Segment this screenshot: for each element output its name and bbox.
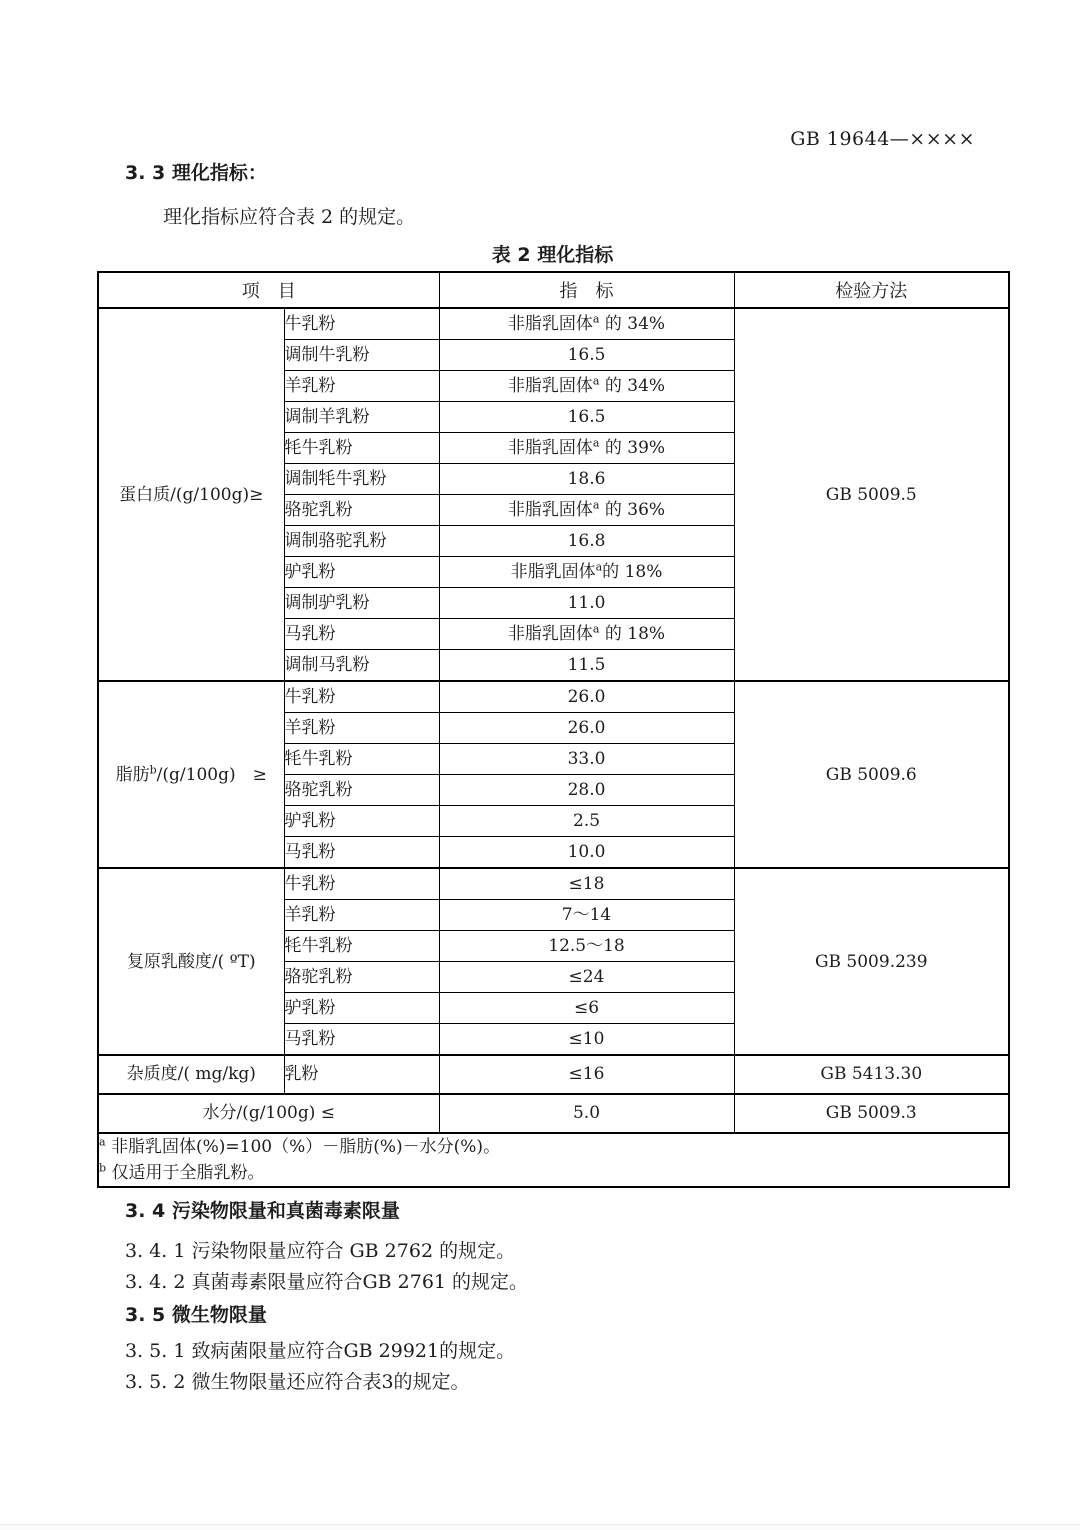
table-row bbox=[98, 1055, 1009, 1094]
item-cell: 驴乳粉 bbox=[284, 993, 439, 1024]
table-2-physicochemical-indicators bbox=[97, 271, 1010, 1188]
page-bottom-edge bbox=[0, 1524, 1080, 1530]
value-cell: 33.0 bbox=[439, 744, 734, 775]
item-cell: 调制牦牛乳粉 bbox=[284, 464, 439, 495]
table-row bbox=[98, 868, 1009, 900]
item-cell: 牛乳粉 bbox=[284, 868, 439, 900]
section-item: 3. 5. 2 微生物限量还应符合表3的规定。 bbox=[125, 1371, 470, 1393]
value-cell: 非脂乳固体$^a$ 的 18% bbox=[439, 619, 734, 650]
item-cell: 调制牛乳粉 bbox=[284, 340, 439, 371]
method-cell: GB 5009.3 bbox=[734, 1094, 1009, 1133]
value-cell: 16.8 bbox=[439, 526, 734, 557]
item-cell: 骆驼乳粉 bbox=[284, 495, 439, 526]
table-header-row bbox=[98, 272, 1009, 308]
section-item: 3. 4. 1 污染物限量应符合 GB 2762 的规定。 bbox=[125, 1240, 516, 1262]
footnote-line-b: $^b$ 仅适用于全脂乳粉。 bbox=[99, 1161, 265, 1183]
value-cell: ≤10 bbox=[439, 1024, 734, 1056]
value-cell: ≤24 bbox=[439, 962, 734, 993]
item-cell: 调制驴乳粉 bbox=[284, 588, 439, 619]
item-cell: 马乳粉 bbox=[284, 1024, 439, 1056]
value-cell: 16.5 bbox=[439, 402, 734, 433]
column-header-item: 项 目 bbox=[98, 272, 439, 308]
value-cell: 26.0 bbox=[439, 713, 734, 744]
footnote-line-a: $^a$ 非脂乳固体(%)=100（%）－脂肪(%)－水分(%)。 bbox=[99, 1135, 501, 1157]
item-cell: 调制骆驼乳粉 bbox=[284, 526, 439, 557]
group-label-cell: 水分/(g/100g) ≤ bbox=[98, 1094, 439, 1133]
value-cell: 5.0 bbox=[439, 1094, 734, 1133]
value-cell: 非脂乳固体$^a$ 的 34% bbox=[439, 371, 734, 402]
item-cell: 牦牛乳粉 bbox=[284, 433, 439, 464]
value-cell: 非脂乳固体$^a$ 的 34% bbox=[439, 308, 734, 340]
item-cell: 牦牛乳粉 bbox=[284, 744, 439, 775]
column-header-indicator: 指 标 bbox=[439, 272, 734, 308]
table-row bbox=[98, 308, 1009, 340]
footnote-cell bbox=[98, 1133, 1009, 1187]
group-label-cell: 杂质度/( mg/kg) bbox=[98, 1055, 284, 1094]
value-cell: 非脂乳固体$^a$ 的 39% bbox=[439, 433, 734, 464]
item-cell: 牛乳粉 bbox=[284, 681, 439, 713]
value-cell: 18.6 bbox=[439, 464, 734, 495]
column-header-method: 检验方法 bbox=[734, 272, 1009, 308]
item-cell: 驴乳粉 bbox=[284, 557, 439, 588]
method-cell: GB 5413.30 bbox=[734, 1055, 1009, 1094]
item-cell: 马乳粉 bbox=[284, 837, 439, 869]
value-cell: 16.5 bbox=[439, 340, 734, 371]
value-cell: 非脂乳固体$^a$ 的 36% bbox=[439, 495, 734, 526]
section-3-3-paragraph: 理化指标应符合表 2 的规定。 bbox=[163, 206, 416, 228]
doc-number: GB 19644—×××× bbox=[790, 128, 975, 150]
value-cell: 11.0 bbox=[439, 588, 734, 619]
method-cell: GB 5009.239 bbox=[734, 868, 1009, 1055]
value-cell: 2.5 bbox=[439, 806, 734, 837]
value-cell: 7～14 bbox=[439, 900, 734, 931]
section-item: 3. 4. 2 真菌毒素限量应符合GB 2761 的规定。 bbox=[125, 1271, 529, 1293]
method-cell: GB 5009.5 bbox=[734, 308, 1009, 681]
group-label-cell: 复原乳酸度/( ºT) bbox=[98, 868, 284, 1055]
section-heading: 3. 5 微生物限量 bbox=[125, 1304, 267, 1326]
value-cell: ≤18 bbox=[439, 868, 734, 900]
value-cell: 12.5～18 bbox=[439, 931, 734, 962]
item-cell: 调制马乳粉 bbox=[284, 650, 439, 682]
value-cell: ≤6 bbox=[439, 993, 734, 1024]
item-cell: 乳粉 bbox=[284, 1055, 439, 1094]
group-label-cell: 脂肪$^b$/(g/100g) ≥ bbox=[98, 681, 284, 868]
item-cell: 马乳粉 bbox=[284, 619, 439, 650]
table-row bbox=[98, 681, 1009, 713]
value-cell: 10.0 bbox=[439, 837, 734, 869]
item-cell: 骆驼乳粉 bbox=[284, 962, 439, 993]
bottom-sections bbox=[125, 1196, 955, 1406]
value-cell: ≤16 bbox=[439, 1055, 734, 1094]
section-item: 3. 5. 1 致病菌限量应符合GB 29921的规定。 bbox=[125, 1340, 516, 1362]
value-cell: 11.5 bbox=[439, 650, 734, 682]
item-cell: 牛乳粉 bbox=[284, 308, 439, 340]
group-label-cell: 蛋白质/(g/100g)≥ bbox=[98, 308, 284, 681]
value-cell: 非脂乳固体$^a$的 18% bbox=[439, 557, 734, 588]
method-cell: GB 5009.6 bbox=[734, 681, 1009, 868]
item-cell: 骆驼乳粉 bbox=[284, 775, 439, 806]
section-3-3-heading: 3. 3 理化指标： bbox=[125, 162, 267, 184]
table-2-title: 表 2 理化指标 bbox=[491, 244, 614, 266]
section-heading: 3. 4 污染物限量和真菌毒素限量 bbox=[125, 1200, 400, 1222]
footnote-row bbox=[98, 1133, 1009, 1187]
value-cell: 26.0 bbox=[439, 681, 734, 713]
item-cell: 驴乳粉 bbox=[284, 806, 439, 837]
item-cell: 羊乳粉 bbox=[284, 371, 439, 402]
item-cell: 羊乳粉 bbox=[284, 900, 439, 931]
item-cell: 牦牛乳粉 bbox=[284, 931, 439, 962]
item-cell: 调制羊乳粉 bbox=[284, 402, 439, 433]
item-cell: 羊乳粉 bbox=[284, 713, 439, 744]
table-row bbox=[98, 1094, 1009, 1133]
value-cell: 28.0 bbox=[439, 775, 734, 806]
